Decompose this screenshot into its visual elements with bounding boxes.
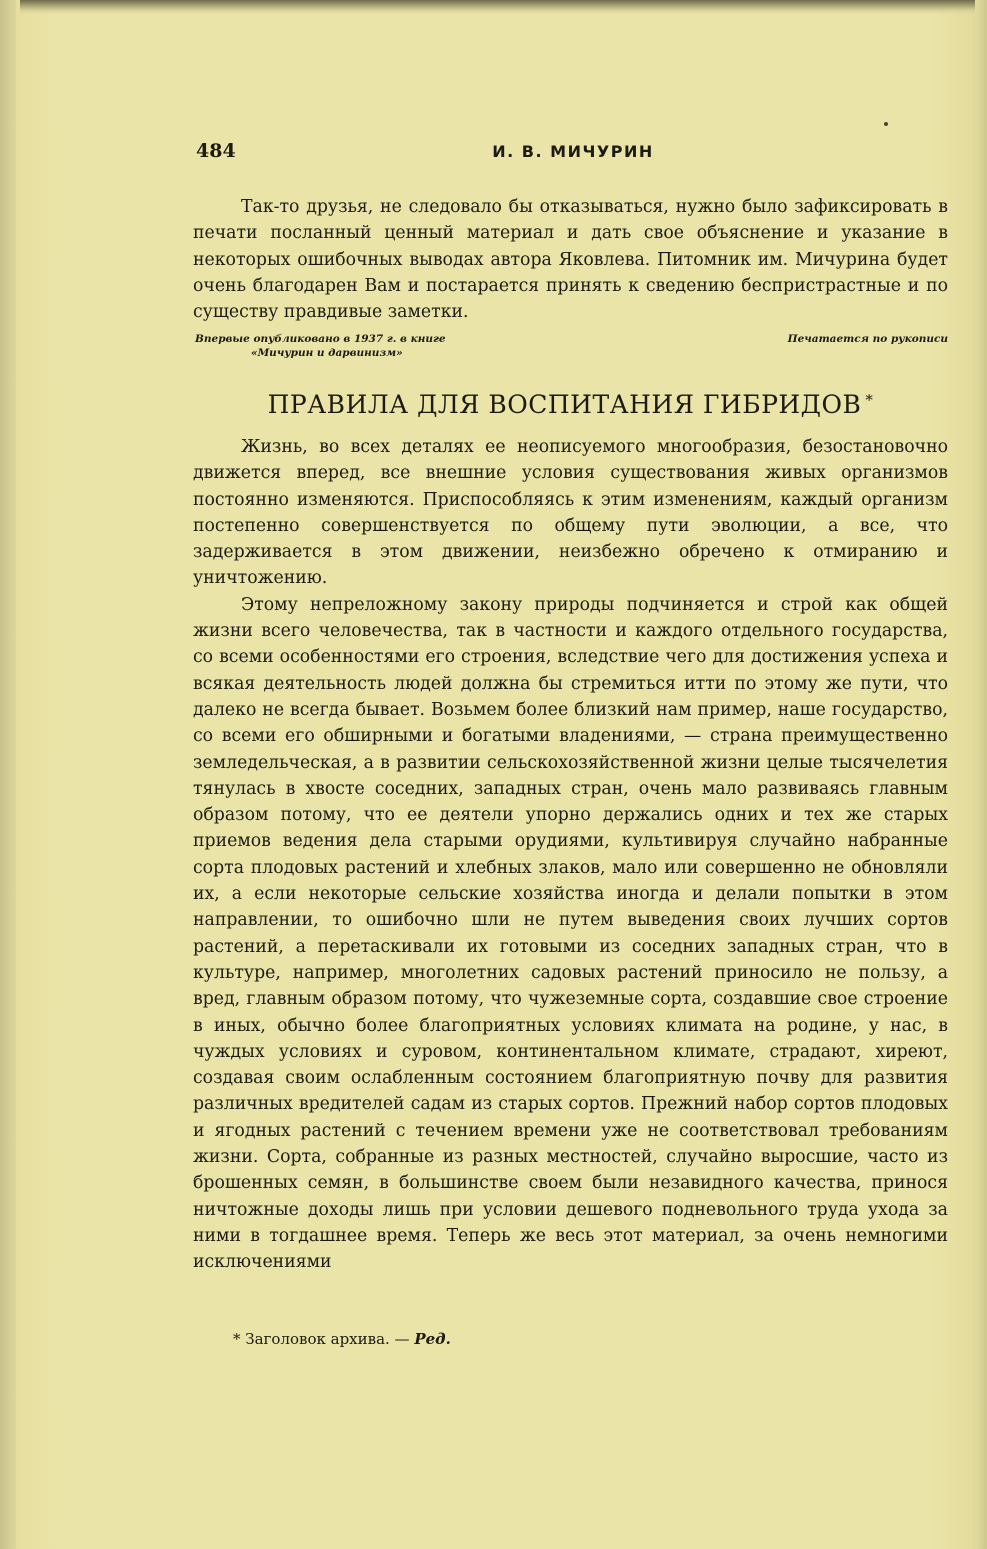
page-number: 484	[196, 140, 236, 162]
page-binding-edge	[0, 0, 16, 1549]
footnote-editor: Ред.	[414, 1330, 451, 1348]
page-top-shadow	[20, 0, 987, 14]
footnote-text: * Заголовок архива. —	[233, 1330, 415, 1348]
publication-line-2: «Мичурин и дарвинизм»	[251, 347, 403, 359]
article-paragraph: Этому непреложному закону природы подчиняется и строй как общей жизни всего человечества, так в частности и каждого отдельного государства, со всеми особенностями его строения, вследствие чего для достижения успеха и всякая деятельность людей должна бы стремиться итти по этому же пути, что далеко не всегда бывает. Возьмем более близкий нам пример, наше государство, со всеми его обширными и богатыми владениями, — страна преимущественно земледельческая, а в развитии сельскохозяйственной жизни целые тысячелетия тянулась в хвосте соседних, западных стран, очень мало развиваясь главным образом потому, что ее деятели упорно держались одних и тех же старых приемов ведения дела старыми орудиями, культивируя случайно набранные сорта плодовых растений и хлебных злаков, мало или совершенно не обновляли их, а если некоторые сельские хозяйства иногда и делали попытки в этом направлении, то ошибочно шли не путем выведения своих лучших сортов растений, а перетаскивали их готовыми из соседних западных стран, что в культуре, например, многолетних садовых растений приносило не пользу, а вред, главным образом потому, что чужеземные сорта, создавшие свое строение в иных, обычно более благоприятных условиях климата на родине, у нас, в чуждых условиях и суровом, континентальном климате, страдают, хиреют, создавая своим ослабленным состоянием благоприятную почву для развития различных вредителей садам из старых сортов. Прежний набор сортов плодовых и ягодных растений с течением времени уже не соответствовал требованиям жизни. Сорта, собранные из разных местностей, случайно выросшие, часто из брошенных семян, в большинстве своем были незавидного качества, принося ничтожные доходы лишь при условии дешевого подневольного труда ухода за ними в тогдашнее время. Теперь же весь этот материал, за очень немногими исключениями	[193, 594, 948, 1273]
page-header	[196, 140, 950, 168]
publication-line-1: Впервые опубликовано в 1937 г. в книге	[195, 333, 446, 345]
article-title	[193, 390, 948, 419]
article-paragraph: Жизнь, во всех деталях ее неописуемого многообразия, безостановочно движется вперед, все внешние условия существования живых организмов постоянно изменяются. Приспособляясь к этим изменениям, каждый организм постепенно совершенствуется по общему пути эволюции, а все, что задерживается в этом движении, неизбежно обречено к отмиранию и уничтожению.	[193, 437, 948, 589]
previous-text-block	[193, 194, 948, 325]
publication-note	[195, 332, 446, 360]
footnote-mark: *	[865, 391, 874, 409]
footnote	[233, 1330, 451, 1348]
article-title-text: ПРАВИЛА ДЛЯ ВОСПИТАНИЯ ГИБРИДОВ	[267, 390, 862, 419]
previous-paragraph: Так-то друзья, не следовало бы отказываться, нужно было зафиксировать в печати посланный ценный материал и дать свое объяснение и указание в некоторых ошибочных выводах автора Яковлева. Питомник им. Мичурина будет очень благодарен Вам и постарается принять к сведению беспристрастные и по существу правдивые заметки.	[193, 197, 948, 323]
running-head: И. В. МИЧУРИН	[492, 142, 654, 161]
page-right-edge	[975, 0, 987, 1549]
paper-speck	[884, 122, 888, 126]
article-body	[193, 434, 948, 1276]
printed-from-note: Печатается по рукописи	[787, 333, 948, 345]
